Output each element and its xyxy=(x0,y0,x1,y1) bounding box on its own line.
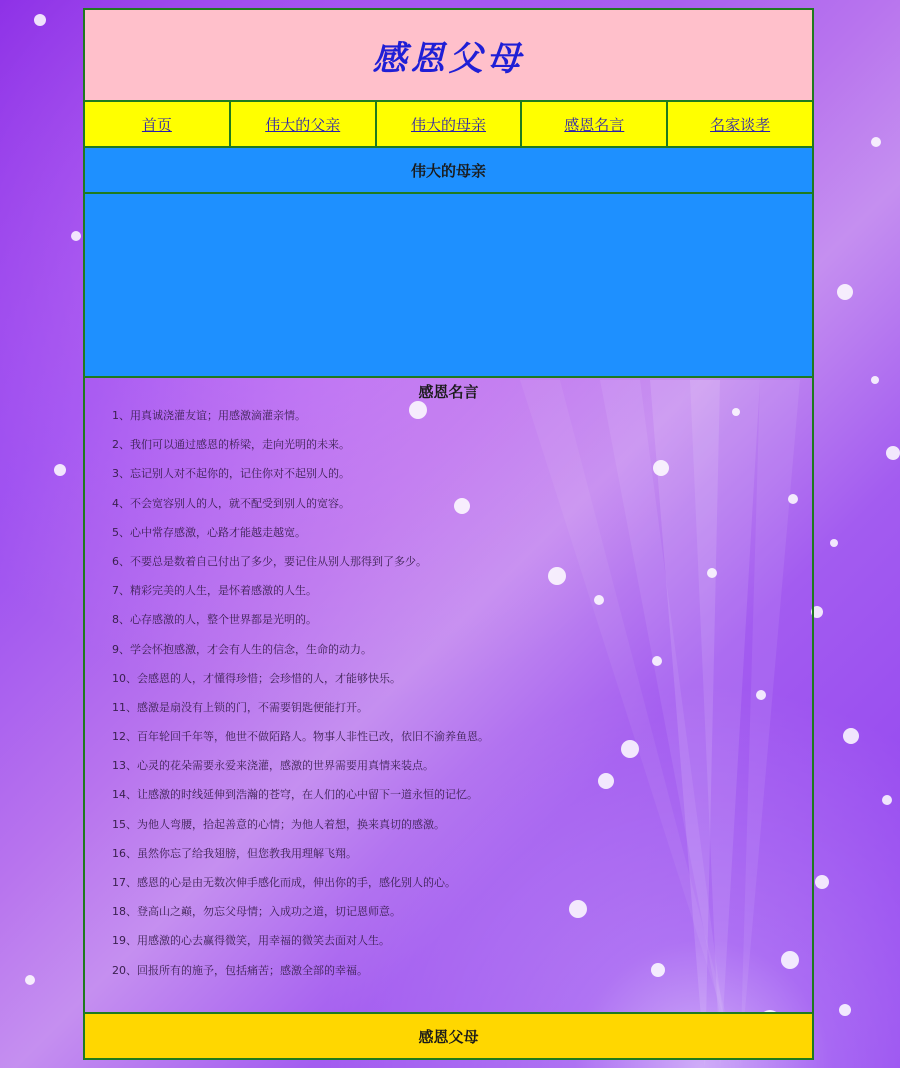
page-container xyxy=(83,8,814,1060)
nav-link-great-father[interactable]: 伟大的父亲 xyxy=(265,115,341,134)
section-title: 伟大的母亲 xyxy=(85,148,812,194)
site-header xyxy=(85,10,812,102)
nav-link-filial-piety[interactable]: 名家谈孝 xyxy=(710,115,771,134)
list-item: 20、回报所有的施予，包括痛苦；感激全部的幸福。 xyxy=(112,963,368,977)
nav-item-great-father xyxy=(231,102,377,146)
list-item: 7、精彩完美的人生，是怀着感激的人生。 xyxy=(112,584,317,598)
list-item: 10、会感恩的人，才懂得珍惜；会珍惜的人，才能够快乐。 xyxy=(112,671,401,685)
list-item: 17、感恩的心是由无数次伸手感化而成，伸出你的手，感化别人的心。 xyxy=(112,876,456,889)
list-item: 1、用真诚浇灌友谊；用感激滴灌亲情。 xyxy=(112,409,306,422)
list-item: 6、不要总是数着自己付出了多少，要记住从别人那得到了多少。 xyxy=(112,554,427,568)
nav-link-gratitude-quotes[interactable]: 感恩名言 xyxy=(564,115,625,134)
list-item: 16、虽然你忘了给我翅膀，但您教我用理解飞翔。 xyxy=(112,846,357,860)
list-item: 8、心存感激的人，整个世界都是光明的。 xyxy=(112,613,317,627)
nav-link-great-mother[interactable]: 伟大的母亲 xyxy=(410,115,486,134)
quotes-section xyxy=(85,378,812,1012)
site-footer: 感恩父母 xyxy=(85,1012,812,1058)
list-item: 2、我们可以通过感恩的桥梁，走向光明的未来。 xyxy=(112,438,350,452)
nav-item-filial-piety xyxy=(668,102,812,146)
nav-item-great-mother xyxy=(377,102,523,146)
nav-item-gratitude-quotes xyxy=(522,102,668,146)
list-item: 13、心灵的花朵需要永爱来浇灌，感激的世界需要用真情来装点。 xyxy=(112,759,434,773)
list-item: 3、忘记别人对不起你的，记住你对不起别人的。 xyxy=(112,467,350,481)
list-item: 15、为他人弯腰，拾起善意的心情；为他人着想，换来真切的感激。 xyxy=(112,817,445,831)
quote-list xyxy=(85,408,812,992)
list-item: 4、不会宽容别人的人，就不配受到别人的宽容。 xyxy=(112,496,350,510)
list-item: 12、百年轮回千年等，他世不做陌路人。物事人非性已改，依旧不渝养鱼恩。 xyxy=(112,730,489,744)
nav-item-home xyxy=(85,102,231,146)
list-item: 19、用感激的心去赢得微笑，用幸福的微笑去面对人生。 xyxy=(112,934,390,948)
nav-bar xyxy=(85,102,812,148)
site-title: 感恩父母 xyxy=(372,38,525,79)
list-item: 9、学会怀抱感激，才会有人生的信念，生命的动力。 xyxy=(112,642,372,656)
nav-link-home[interactable]: 首页 xyxy=(141,115,172,134)
list-item: 11、感激是扇没有上锁的门，不需要钥匙便能打开。 xyxy=(112,700,368,714)
list-item: 5、心中常存感激，心路才能越走越宽。 xyxy=(112,525,306,539)
quotes-title: 感恩名言 xyxy=(418,383,479,401)
list-item: 18、登高山之巅，勿忘父母情；入成功之道，切记恩师意。 xyxy=(112,905,401,919)
content-panel xyxy=(85,194,812,378)
list-item: 14、让感激的时线延伸到浩瀚的苍穹，在人们的心中留下一道永恒的记忆。 xyxy=(112,788,478,802)
